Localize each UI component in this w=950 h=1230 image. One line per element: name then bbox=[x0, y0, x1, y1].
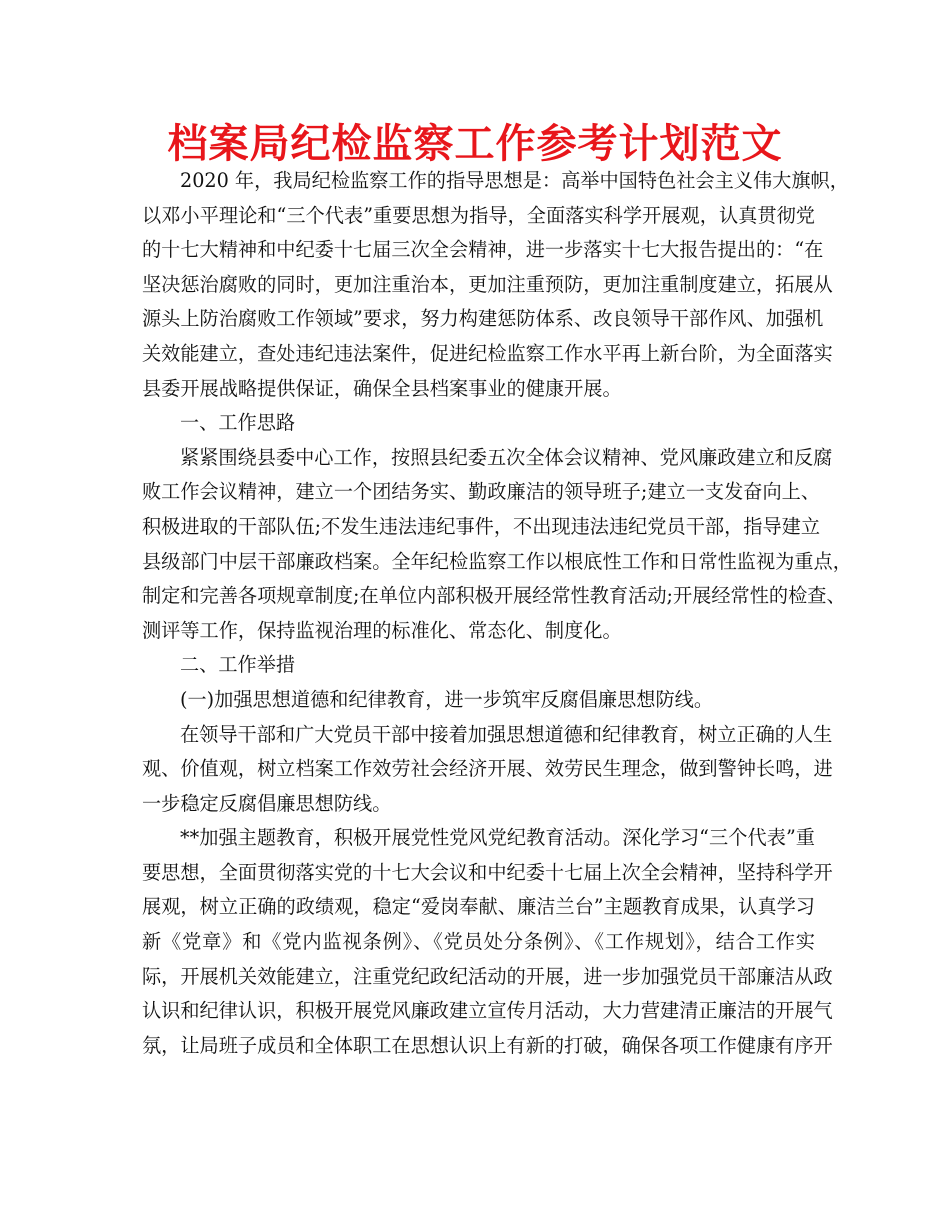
text-line: 观、价值观，树立档案工作效劳社会经济开展、效劳民生理念，做到警钟长鸣，进 bbox=[142, 757, 833, 781]
text-line: 紧紧围绕县委中心工作，按照县纪委五次全体会议精神、党风廉政建立和反腐 bbox=[180, 445, 833, 469]
text-line: 一步稳定反腐倡廉思想防线。 bbox=[142, 791, 392, 815]
text-line: 关效能建立，查处违纪违法案件，促进纪检监察工作水平再上新台阶，为全面落实 bbox=[142, 341, 833, 365]
text-line: (一)加强思想道德和纪律教育，进一步筑牢反腐倡廉思想防线。 bbox=[180, 687, 714, 711]
text-line: 积极进取的干部队伍;不发生违法违纪事件，不出现违法违纪党员干部，指导建立 bbox=[142, 514, 821, 538]
text-line: 的十七大精神和中纪委十七届三次全会精神，进一步落实十七大报告提出的：“在 bbox=[142, 238, 824, 262]
text-line: 2020 年，我局纪检监察工作的指导思想是：高举中国特色社会主义伟大旗帜， bbox=[180, 169, 849, 192]
document-body bbox=[142, 164, 852, 1063]
text-line: 制定和完善各项规章制度;在单位内部积极开展经常性教育活动;开展经常性的检查、 bbox=[142, 584, 846, 608]
text-line: **加强主题教育，积极开展党性党风党纪教育活动。深化学习“三个代表”重 bbox=[180, 826, 815, 850]
text-line: 县委开展战略提供保证，确保全县档案事业的健康开展。 bbox=[142, 376, 622, 400]
text-line: 败工作会议精神，建立一个团结务实、勤政廉洁的领导班子;建立一支发奋向上、 bbox=[142, 480, 821, 504]
text-line: 以邓小平理论和“三个代表”重要思想为指导，全面落实科学开展观，认真贯彻党 bbox=[142, 203, 815, 227]
text-line: 氛，让局班子成员和全体职工在思想认识上有新的打破，确保各项工作健康有序开 bbox=[142, 1033, 833, 1057]
text-line: 源头上防治腐败工作领域”要求，努力构建惩防体系、改良领导干部作风、加强机 bbox=[142, 307, 824, 331]
text-line: 在领导干部和广大党员干部中接着加强思想道德和纪律教育，树立正确的人生 bbox=[180, 722, 833, 746]
text-line: 二、工作举措 bbox=[180, 653, 296, 677]
text-line: 展观，树立正确的政绩观，稳定“爱岗奉献、廉洁兰台”主题教育成果，认真学习 bbox=[142, 895, 815, 919]
text-line: 测评等工作，保持监视治理的标准化、常态化、制度化。 bbox=[142, 618, 622, 642]
text-line: 一、工作思路 bbox=[180, 411, 296, 435]
text-line: 认识和纪律认识，积极开展党风廉政建立宣传月活动，大力营建清正廉洁的开展气 bbox=[142, 999, 833, 1023]
text-line: 要思想，全面贯彻落实党的十七大会议和中纪委十七届上次全会精神，坚持科学开 bbox=[142, 860, 833, 884]
text-line: 际，开展机关效能建立，注重党纪政纪活动的开展，进一步加强党员干部廉洁从政 bbox=[142, 964, 833, 988]
document-title: 档案局纪检监察工作参考计划范文 bbox=[167, 121, 783, 167]
text-line: 坚决惩治腐败的同时，更加注重治本，更加注重预防，更加注重制度建立，拓展从 bbox=[142, 272, 833, 296]
text-line: 新《党章》和《党内监视条例》、《党员处分条例》、《工作规划》，结合工作实 bbox=[142, 930, 815, 954]
text-line: 县级部门中层干部廉政档案。全年纪检监察工作以根底性工作和日常性监视为重点， bbox=[142, 549, 852, 573]
